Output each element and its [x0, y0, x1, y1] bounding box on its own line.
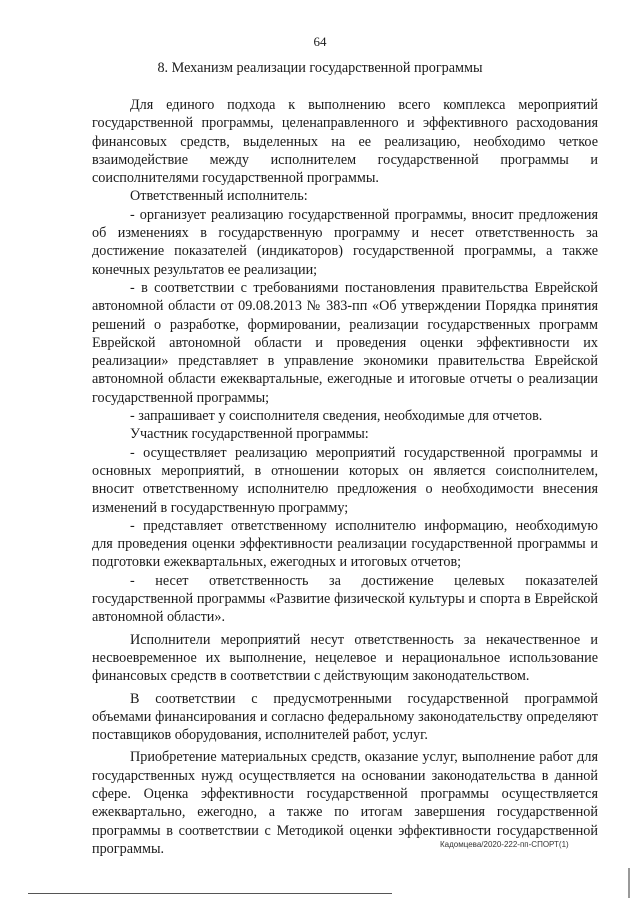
page-number: 64 — [313, 34, 327, 49]
document-body — [92, 96, 598, 858]
paragraph-participant-item-3: - несет ответственность за достижение целевых показателей государственной программы «Развитие физической культуры и спорта в Еврейской автономной области». — [92, 572, 598, 626]
paragraph-responsible-item-1: - организует реализацию государственной программы, вносит предложения об изменениях в государственную программу и несет ответственность за достижение показателей (индикаторов) государственной программы, а также конечных результатов ее реализации; — [92, 206, 598, 278]
paragraph-responsible-item-2: - в соответствии с требованиями постановления правительства Еврейской автономной области от 09.08.2013 № 383-пп «Об утверждении Порядка принятия решений о разработке, формировании, реализации государственных программ Еврейской автономной области и проведения оценки эффективности их реализации» представляет в управление экономики правительства Еврейской автономной области ежеквартальные, ежегодные и итоговые отчеты о реализации государственной программы; — [92, 279, 598, 406]
paragraph-executors-responsibility: Исполнители мероприятий несут ответственность за некачественное и несвоевременное их выполнение, нецелевое и нерациональное использование финансовых средств в соответствии с действующим законодательством. — [92, 631, 598, 685]
scan-edge-mark — [628, 868, 630, 898]
paragraph-financing: В соответствии с предусмотренными государственной программой объемами финансирования и согласно федеральному законодательству определяют поставщиков оборудования, исполнителей работ, услуг. — [92, 690, 598, 744]
paragraph-responsible-label: Ответственный исполнитель: — [130, 188, 308, 205]
paragraph-participant-item-1: - осуществляет реализацию мероприятий государственной программы и основных мероприятий, в отношении которых он является соисполнителем, вносит ответственному исполнителю предложения о необходимости внесения изменений в государственную программу; — [92, 444, 598, 516]
paragraph-procurement: Приобретение материальных средств, оказание услуг, выполнение работ для государственных нужд осуществляется на основании законодательства в данной сфере. Оценка эффективности государственной программы осуществляется ежеквартально, ежегодно, а также по итогам завершения государственной программы в соответствии с Методикой оценки эффективности государственной программы. — [92, 749, 598, 857]
paragraph-intro: Для единого подхода к выполнению всего комплекса мероприятий государственной программы, целенаправленного и эффективного расходования финансовых средств, выделенных на ее реализацию, необходимо четкое взаимодействие между исполнителем государственной программы и соисполнителями государственной программы. — [92, 97, 598, 187]
paragraph-participant-label: Участник государственной программы: — [130, 426, 369, 443]
section-heading: 8. Механизм реализации государственной программы — [157, 60, 483, 76]
bottom-divider — [28, 893, 392, 894]
footer-reference: Кадомцева/2020-222-пп-СПОРТ(1) — [440, 840, 569, 849]
paragraph-participant-item-2: - представляет ответственному исполнителю информацию, необходимую для проведения оценки эффективности реализации государственной программы и подготовки ежеквартальных, ежегодных и итоговых отчетов; — [92, 517, 598, 571]
paragraph-responsible-item-3: - запрашивает у соисполнителя сведения, необходимые для отчетов. — [130, 408, 543, 425]
